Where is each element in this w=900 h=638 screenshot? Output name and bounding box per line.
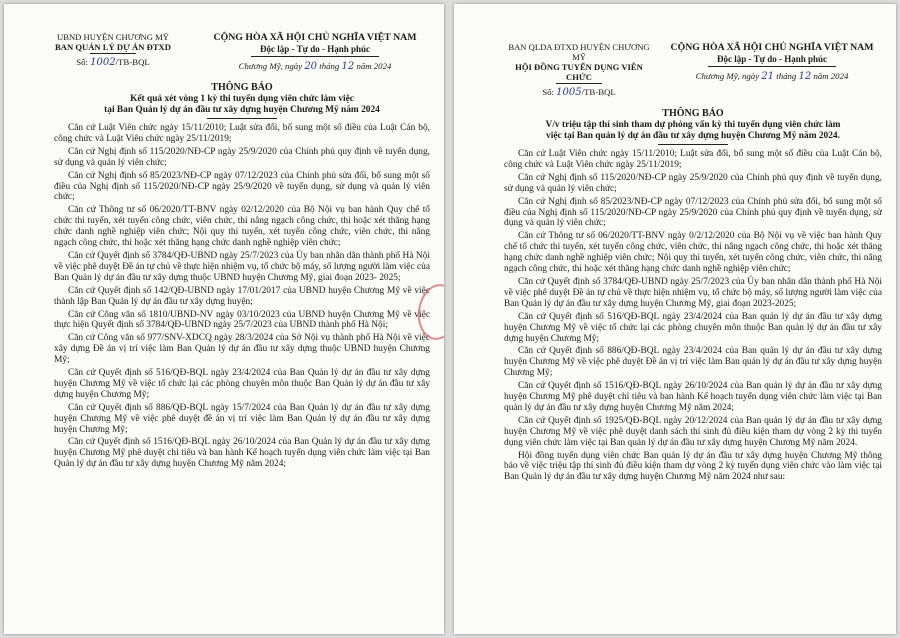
legal-basis-paragraph: Căn cứ Quyết định số 516/QĐ-BQL ngày 23/4/2024 của Ban Quản lý dự án đầu tư xây dựng huyện Chương Mỹ về việc tổ chức lại các phòng chuyên môn thuộc Ban Quản lý dự án đầu tư xây dựng huyện Chương Mỹ; bbox=[54, 368, 430, 400]
document-header bbox=[504, 42, 882, 98]
legal-basis-paragraph: Căn cứ Quyết định số 886/QĐ-BQL ngày 15/7/2024 của Ban Quản lý dự án đầu tư xây dựng huyện Chương Mỹ về việc phê duyệt đề án vị trí việc làm Ban Quản lý dự án đầu tư xây dựng huyện Chương Mỹ; bbox=[54, 402, 430, 435]
legal-basis-paragraph: Căn cứ Luật Viên chức ngày 15/11/2010; Luật sửa đổi, bổ sung một số điều của Luật Cán bộ, công chức và Luật Viên chức ngày 25/11/2019; bbox=[54, 123, 430, 144]
issuing-agency-block bbox=[504, 42, 654, 98]
legal-basis-paragraph: Căn cứ Nghị định số 115/2020/NĐ-CP ngày 25/9/2020 của Chính phủ quy định về tuyển dụng, sử dụng và quản lý viên chức; bbox=[54, 146, 430, 168]
legal-basis-paragraph: Căn cứ Công văn số 977/SNV-XDCQ ngày 28/3/2024 của Sở Nội vụ thành phố Hà Nội về việc xây dựng Đề án vị trí việc làm Ban Quản lý dự án đầu tư xây dựng thuộc UBND huyện Chương Mỹ; bbox=[54, 333, 430, 366]
date-year: năm 2024 bbox=[356, 61, 392, 71]
date-place: Chương Mỹ, ngày bbox=[238, 61, 303, 71]
legal-basis-paragraph: Căn cứ Quyết định số 3784/QĐ-UBND ngày 25/7/2023 của Ủy ban nhân dân thành phố Hà Nội về việc phê duyệt Đề án tự chủ về thực hiện nhiệm vụ, tổ chức bộ máy, số lượng người làm việc của Ban Quản lý dự án đầu tư xây dựng huyện Chương Mỹ, giai đoạn 2023-2025; bbox=[504, 276, 882, 309]
document-subject-line2: tại Ban Quản lý dự án đầu tư xây dựng huyện Chương Mỹ năm 2024 bbox=[104, 105, 380, 115]
legal-basis-paragraph: Căn cứ Quyết định số 516/QĐ-BQL ngày 23/4/2024 của Ban quản lý dự án đầu tư xây dựng huyện Chương Mỹ về việc tổ chức lại các phòng chuyên môn thuộc Ban quản lý dự án đầu tư xây dựng huyện Chương Mỹ; bbox=[504, 311, 882, 344]
document-number-handwritten: 1002 bbox=[90, 57, 116, 68]
date-place: Chương Mỹ, ngày bbox=[695, 71, 760, 81]
document-page-2 bbox=[454, 4, 896, 634]
agency-name-line1: UBND HUYỆN CHƯƠNG MỸ bbox=[57, 32, 169, 42]
document-subject-line2: việc tại Ban quản lý dự án đầu tư xây dựng huyện Chương Mỹ năm 2024. bbox=[546, 131, 840, 141]
document-number-handwritten: 1005 bbox=[556, 87, 582, 98]
national-heading-block bbox=[200, 32, 430, 72]
divider bbox=[658, 144, 728, 145]
legal-basis-paragraph: Căn cứ Quyết định số 3784/QĐ-UBND ngày 25/7/2023 của Ủy ban nhân dân thành phố Hà Nội về việc phê duyệt Đề án tự chủ về thực hiện nhiệm vụ, tổ chức bộ máy, số lượng người làm việc của Ban Quản lý dự án đầu tư xây dựng thuộc UBND huyện Chương Mỹ, giai đoạn 2023- 2025; bbox=[54, 250, 430, 283]
legal-basis-paragraph: Căn cứ Quyết định số 1925/QĐ-BQL ngày 20/12/2024 của Ban quản lý dự án đầu tư xây dựng huyện Chương Mỹ về việc phê duyệt danh sách thí sinh đủ điều kiện tham dự vòng 2 kỳ thi tuyển dụng viên chức làm việc tại Ban quản lý dự án đầu tư xây dựng huyện Chương Mỹ năm 2024. bbox=[504, 415, 882, 448]
agency-name-line2: BAN QUẢN LÝ DỰ ÁN ĐTXD bbox=[55, 42, 171, 52]
document-body bbox=[54, 123, 430, 470]
divider bbox=[207, 118, 277, 119]
document-body bbox=[504, 149, 882, 483]
legal-basis-paragraph: Căn cứ Thông tư số 06/2020/TT-BNV ngày 02/12/2020 của Bộ Nội vụ ban hành Quy chế tổ chức thi tuyển, xét tuyển công chức, viên chức, thi nâng ngạch công chức, thi hoặc xét thăng hạng chức danh nghề nghiệp viên chức; Nội quy thi tuyển, xét tuyển công chức, viên chức, thi nâng ngạch công chức, thi hoặc xét thăng hạng chức danh nghề nghiệp viên chức; bbox=[54, 205, 430, 249]
document-number-prefix: Số: bbox=[542, 87, 554, 97]
issuing-agency-block bbox=[54, 32, 172, 72]
announcement-paragraph: Hội đồng tuyển dụng viên chức Ban quản lý dự án đầu tư xây dựng huyện Chương Mỹ thông báo về việc triệu tập thí sinh đủ điều kiện tham dự vòng 2 kỳ tuyển dụng viên chức vào làm việc tại Ban Quản lý dự án đầu tư xây dựng huyện Chương Mỹ năm 2024 như sau: bbox=[504, 450, 882, 483]
document-number-suffix: /TB-BQL bbox=[115, 57, 150, 67]
document-number-prefix: Số: bbox=[76, 57, 88, 67]
legal-basis-paragraph: Căn cứ Quyết định số 1516/QĐ-BQL ngày 26/10/2024 của Ban quản lý dự án đầu tư xây dựng huyện Chương Mỹ phê duyệt chỉ tiêu và ban hành Kế hoạch tuyển dụng viên chức làm việc tại Ban quản lý dự án đầu tư xây dựng huyện Chương Mỹ năm 2024; bbox=[504, 381, 882, 413]
date-year: năm 2024 bbox=[813, 71, 849, 81]
issue-date bbox=[662, 71, 882, 82]
document-subject-line1: Kết quả xét vòng 1 kỳ thi tuyển dụng viên chức làm việc bbox=[130, 94, 354, 104]
national-title: CỘNG HÒA XÃ HỘI CHỦ NGHĨA VIỆT NAM bbox=[670, 42, 874, 53]
agency-name-line1: BAN QLDA ĐTXD HUYỆN CHƯƠNG MỸ bbox=[508, 42, 650, 62]
legal-basis-paragraph: Căn cứ Nghị định số 115/2020/NĐ-CP ngày 25/9/2020 của Chính phủ quy định về tuyển dụng, sử dụng và quản lý viên chức; bbox=[504, 172, 882, 194]
legal-basis-paragraph: Căn cứ Quyết định số 1516/QĐ-BQL ngày 26/10/2024 của Ban Quản lý dự án đầu tư xây dựng huyện Chương Mỹ phê duyệt chỉ tiêu và ban hành Kế hoạch tuyển dụng viên chức làm việc tại Ban Quản lý dự án đầu tư xây dựng huyện Chương Mỹ năm 2024; bbox=[54, 437, 430, 470]
document-number-suffix: /TB-BQL bbox=[581, 87, 616, 97]
divider bbox=[556, 83, 602, 84]
date-day-handwritten: 21 bbox=[761, 71, 775, 82]
date-month-label: tháng bbox=[319, 61, 340, 71]
legal-basis-paragraph: Căn cứ Quyết định số 886/QĐ-BQL ngày 23/4/2024 của Ban quản lý dự án đầu tư xây dựng huyện Chương Mỹ về việc phê duyệt Đề án vị trí việc làm Ban quản lý dự án đầu tư xây dựng huyện Chương Mỹ; bbox=[504, 346, 882, 379]
document-header bbox=[54, 32, 430, 72]
national-heading-block bbox=[662, 42, 882, 98]
document-title: THÔNG BÁO bbox=[662, 108, 724, 119]
national-motto: Độc lập - Tự do - Hạnh phúc bbox=[259, 44, 370, 54]
legal-basis-paragraph: Căn cứ Quyết định số 142/QĐ-UBND ngày 17/01/2017 của UBND huyện Chương Mỹ về việc thành lập Ban Quản lý dự án đầu tư xây dựng huyện; bbox=[54, 285, 430, 307]
divider bbox=[90, 53, 136, 54]
date-day-handwritten: 20 bbox=[304, 61, 318, 72]
legal-basis-paragraph: Căn cứ Nghị định số 85/2023/NĐ-CP ngày 07/12/2023 của Chính phủ sửa đổi, bổ sung một số điều của Nghị định số 115/2020/NĐ-CP ngày 25/9/2020 về tuyển dụng, sử dụng và quản lý viên chức; bbox=[54, 170, 430, 203]
document-number bbox=[54, 57, 172, 68]
legal-basis-paragraph: Căn cứ Nghị định số 85/2023/NĐ-CP ngày 07/12/2023 của Chính phủ sửa đổi, bổ sung một số điều của Nghị định số 115/2020/NĐ-CP ngày 25/9/2020 của Chính phủ quy định về tuyển dụng, sử dụng và quản lý viên chức; bbox=[504, 196, 882, 229]
national-motto: Độc lập - Tự do - Hạnh phúc bbox=[716, 54, 827, 64]
date-month-handwritten: 12 bbox=[798, 71, 812, 82]
legal-basis-paragraph: Căn cứ Công văn số 1810/UBND-NV ngày 03/10/2023 của UBND huyện Chương Mỹ về việc thực hiện Quyết định số 3784/QĐ-UBND ngày 25/7/2023 của UBND thành phố Hà Nội; bbox=[54, 309, 430, 331]
issue-date bbox=[200, 61, 430, 72]
date-month-handwritten: 12 bbox=[341, 61, 355, 72]
document-page-1 bbox=[4, 4, 444, 634]
agency-name-line2: HỘI ĐỒNG TUYỂN DỤNG VIÊN CHỨC bbox=[515, 62, 643, 82]
divider bbox=[251, 56, 379, 57]
date-month-label: tháng bbox=[776, 71, 797, 81]
document-number bbox=[504, 87, 654, 98]
document-title: THÔNG BÁO bbox=[211, 82, 273, 93]
document-subject-line1: V/v triệu tập thí sinh tham dự phỏng vấn kỳ thi tuyển dụng viên chức làm bbox=[545, 120, 841, 130]
national-title: CỘNG HÒA XÃ HỘI CHỦ NGHĨA VIỆT NAM bbox=[213, 32, 417, 43]
legal-basis-paragraph: Căn cứ Thông tư số 06/2020/TT-BNV ngày 0/2/12/2020 của Bộ Nội vụ về việc ban hành Quy chế tổ chức thi tuyển, xét tuyển công chức, viên chức, thi nâng ngạch công chức, thi hoặc xét thăng hạng chức danh nghề nghiệp viên chức; Nội quy thi tuyển, xét tuyển công chức, viên chức, thi nâng ngạch công chức, thi hoặc xét thăng hạng chức danh nghề nghiệp viên chức; bbox=[504, 231, 882, 275]
divider bbox=[708, 66, 836, 67]
legal-basis-paragraph: Căn cứ Luật Viên chức ngày 15/11/2010; Luật sửa đổi, bổ sung một số điều của Luật Cán bộ, công chức và Luật Viên chức ngày 25/11/2019; bbox=[504, 149, 882, 170]
